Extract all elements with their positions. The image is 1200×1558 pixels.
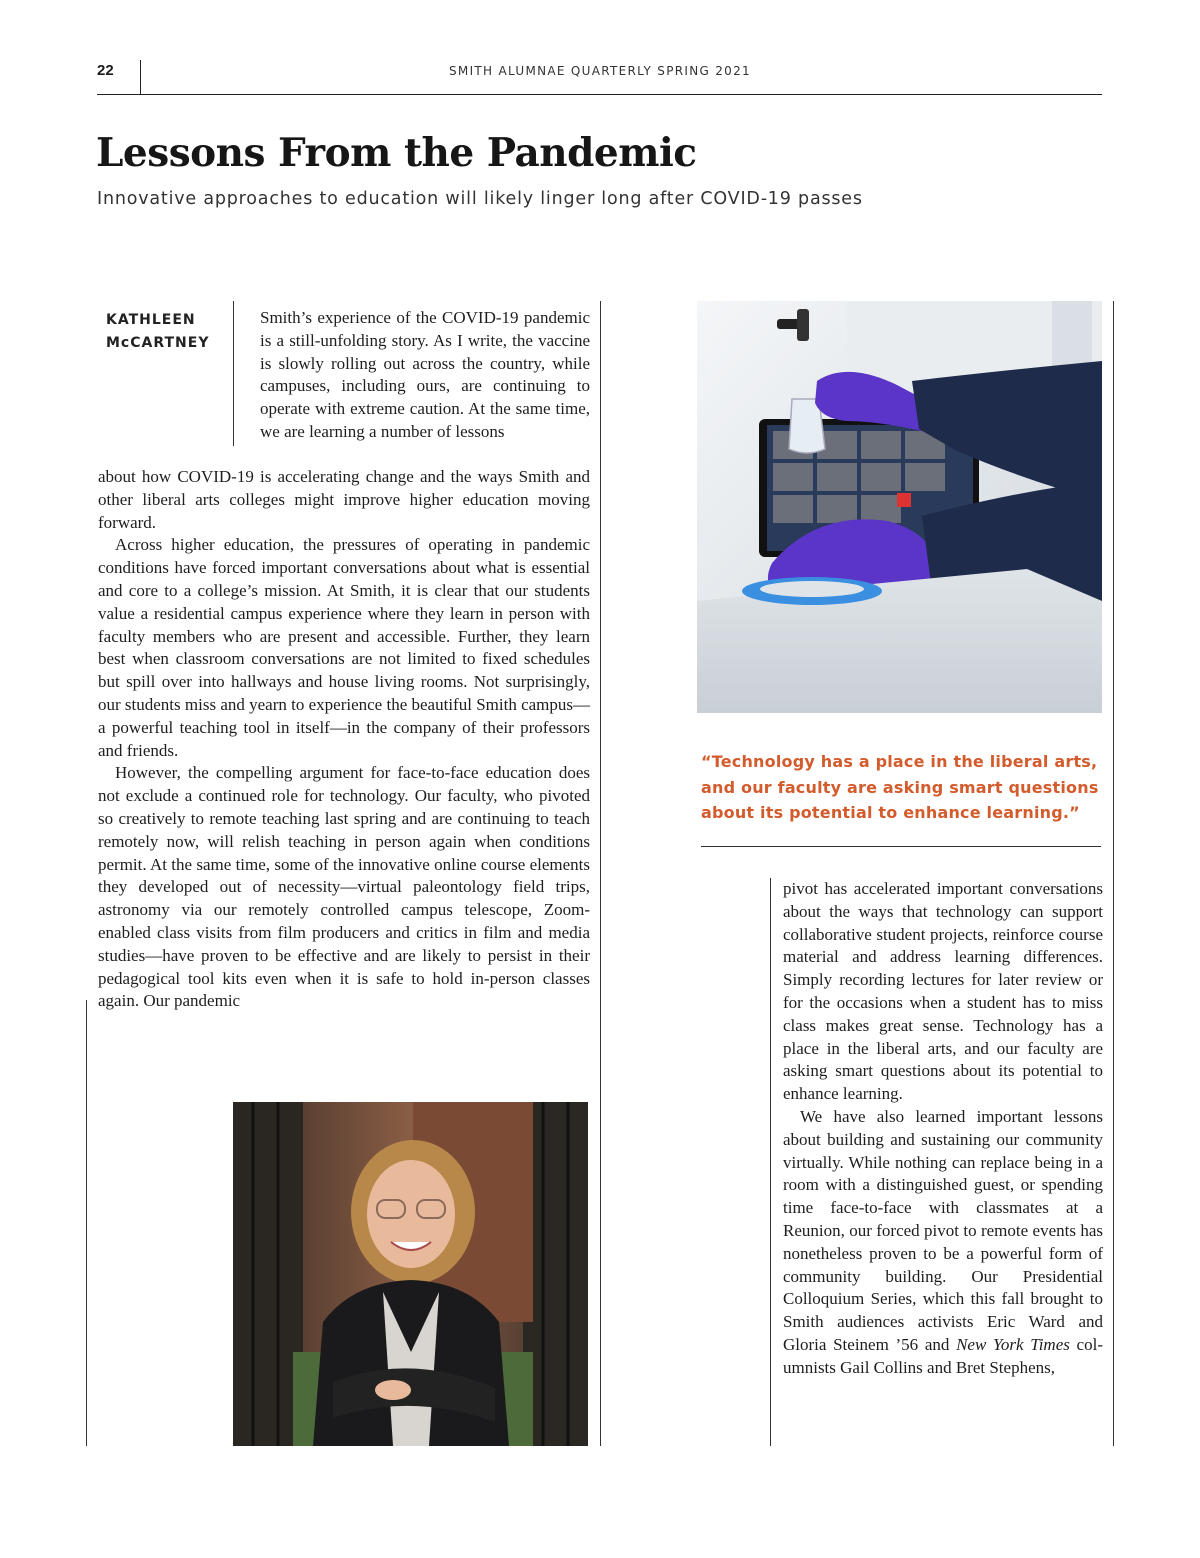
author-portrait xyxy=(233,1102,588,1446)
lab-photo-illustration xyxy=(697,301,1102,713)
page-number: 22 xyxy=(97,62,114,79)
article-dek: Innovative approaches to education will likely linger long after COVID-19 passes xyxy=(97,189,863,209)
running-head: SMITH ALUMNAE QUARTERLY SPRING 2021 xyxy=(449,64,751,78)
column-divider xyxy=(600,301,601,1446)
author-portrait-illustration xyxy=(233,1102,588,1446)
right-column-rule xyxy=(1113,301,1114,1446)
pull-quote-rule xyxy=(701,846,1101,847)
author-first-name: KATHLEEN xyxy=(106,312,196,328)
paragraph-3-continued: pivot has accelerated important conversations about the ways that technology can support collaborative student projects, reinforce course material and address learning differences. Simply recording lectures for later review or for the occasions when a student has to miss class makes great sense. Technology has a place in the liberal arts, and our faculty are asking smart questions about its potential to enhance learning. xyxy=(783,879,1103,1104)
main-column xyxy=(98,466,590,1013)
header-rule xyxy=(97,94,1102,95)
lab-photo xyxy=(697,301,1102,713)
right-text-rule xyxy=(770,878,771,1446)
paragraph-3: However, the compelling argument for face-to-face education does not exclude a continued role for technology. Our faculty, who pivoted so creatively to remote teaching last spring and are continuing to teach remotely now, will relish teaching in person again when conditions permit. At the same time, some of the innovative online course elements they developed out of necessity—virtual paleontology field trips, astronomy via our remotely controlled campus telescope, Zoom-enabled class visits from film producers and critics in film and media studies—have proven to be effective and are likely to persist in their pedagogical tool kits even when it is safe to hold in-person classes again. Our pandemic xyxy=(98,763,590,1011)
left-column-rule xyxy=(86,1000,87,1446)
paragraph-2: Across higher education, the pressures of operating in pandemic conditions have forced important conversations about what is essential and core to a college’s mission. At Smith, it is clear that our students value a residential campus experience where they learn in person with faculty members who are present and accessible. Further, they learn best when classroom conversations are not limited to fixed schedules but spill over into hallways and house living rooms. Not surprisingly, our students miss and yearn to experience the beautiful Smith campus—a powerful teaching tool in itself—in the company of their professors and friends. xyxy=(98,535,590,760)
byline-rule xyxy=(233,301,234,446)
paragraph-4: We have also learned important lessons about building and sustaining our community virtually. While nothing can replace being in a room with a distinguished guest, or spending time face-to-face with classmates at a Reunion, our forced pivot to remote events has nonetheless proven to be a powerful form of community building. Our Presidential Colloquium Series, which this fall brought to Smith audiences activists Eric Ward and Gloria Steinem ’56 and New York Times columnists Gail Collins and Bret Stephens, xyxy=(783,1106,1103,1377)
right-column xyxy=(783,878,1103,1380)
byline xyxy=(106,309,209,355)
article-title: Lessons From the Pandemic xyxy=(96,130,697,176)
intro-paragraph: Smith’s experience of the COVID-19 pandemic is a still-unfolding story. As I write, the vaccine is slowly rolling out across the country, while campuses, including ours, are continuing to operate with extreme caution. At the same time, we are learning a number of lessons xyxy=(260,308,590,441)
author-last-name: McCARTNEY xyxy=(106,335,210,351)
publication-name: New York Times xyxy=(956,1334,1070,1354)
pull-quote: “Technology has a place in the liberal arts, and our faculty are asking smart questions about its potential to enhance learning.” xyxy=(701,752,1099,822)
paragraph-1-continued: about how COVID-19 is accelerating change and the ways Smith and other liberal arts colleges might improve higher education moving forward. xyxy=(98,467,590,532)
